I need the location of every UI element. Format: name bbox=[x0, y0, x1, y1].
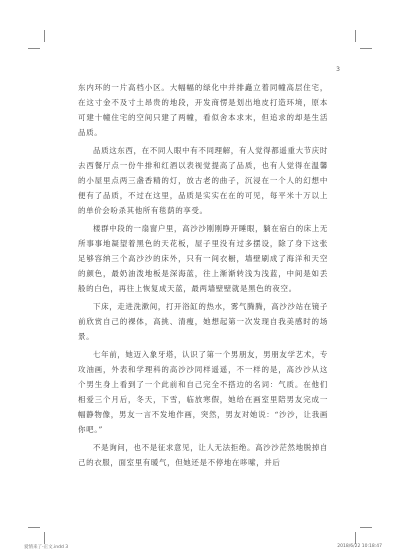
paragraph: 品质这东西，在不同人眼中有不同理解，有人觉得都遥重大节庆时去西餐厅点一份牛排和红酒以表视觉提高了品质，也有人觉得在温馨的小屋里点两三盏香精的灯，放古老的曲子，沉浸在一个人的幻想中便有了品质，不过在这里，品质是实实在在的可见，每平米十万以上的单价会吩杀其他所有毯荫的享受。 bbox=[78, 146, 328, 215]
paragraph: 不是询问，也不是征求意见，让人无法拒绝。高沙沙茫然地脱掉自己的衣服，面室里有暖气，但她还是不停地在哆嗦，并后 bbox=[78, 443, 328, 467]
crop-mark-top-left-h bbox=[28, 48, 40, 49]
paragraph: 东内环的一片高档小区。大幅幅的绿化中并排矗立着同幢高层住宅，在这寸金不及寸土昂贵的地段，开发商愣是划出地皮打造环境，原本可建十幢住宅的空间只建了两幢，看似舍本求末，但追求的却是生活品质。 bbox=[78, 83, 328, 137]
crop-mark-top-left-v bbox=[44, 30, 45, 42]
paragraph: 楼群中段的一扇窗户里，高沙沙刚刚睁开睡眼，躺在宿白的床上无所事事地凝望着黑色的天花板，屋子里没有过多摆设，除了身下这张足够容纳三个高沙沙的床外，只有一间衣橱，墙壁刷成了海洋和天空的颜色，最奶油泼地板是深海蓝，往上渐渐转浅为浅蓝，中间是如丢般的白色，再往上恢复成天蓝，最两墙壁壁就是黑色的夜空。 bbox=[78, 224, 328, 293]
crop-mark-top-right-h bbox=[360, 48, 372, 49]
crop-mark-bottom-right-h bbox=[360, 527, 372, 528]
crop-mark-bottom-left-h bbox=[28, 527, 40, 528]
paragraph: 下床，走进洗漱间，打开浴缸的热水，雾气腾腾，高沙沙站在镜子前欣赏自己的裸体，高挑、清瘦，她想起第一次发现自我美感时的场景。 bbox=[78, 302, 328, 341]
body-text bbox=[78, 80, 328, 473]
crop-mark-top-right-v bbox=[355, 30, 356, 42]
footer-timestamp: 2018/6/22 10:18:47 bbox=[337, 544, 382, 549]
print-slug bbox=[0, 542, 400, 552]
paragraph: 七年前，她迈入象牙塔，认识了第一个男朋友，男朋友学艺术，专攻油画，外表和学理科的高沙沙同样遥遥，不一样的是，高沙沙从这个男生身上看到了一个此前和自己完全不搭边的名词：气质。在他们相爱三个月后，冬天，下雪，临放寒假，她给在画室里陪男友完成一幅静物像，男友一言不发地作画，突然，男友对她说：“沙沙，让我画你吧。” bbox=[78, 350, 328, 434]
footer-filename: 爱情来了-正文.indd 3 bbox=[24, 545, 69, 550]
page-number: 3 bbox=[336, 66, 340, 73]
